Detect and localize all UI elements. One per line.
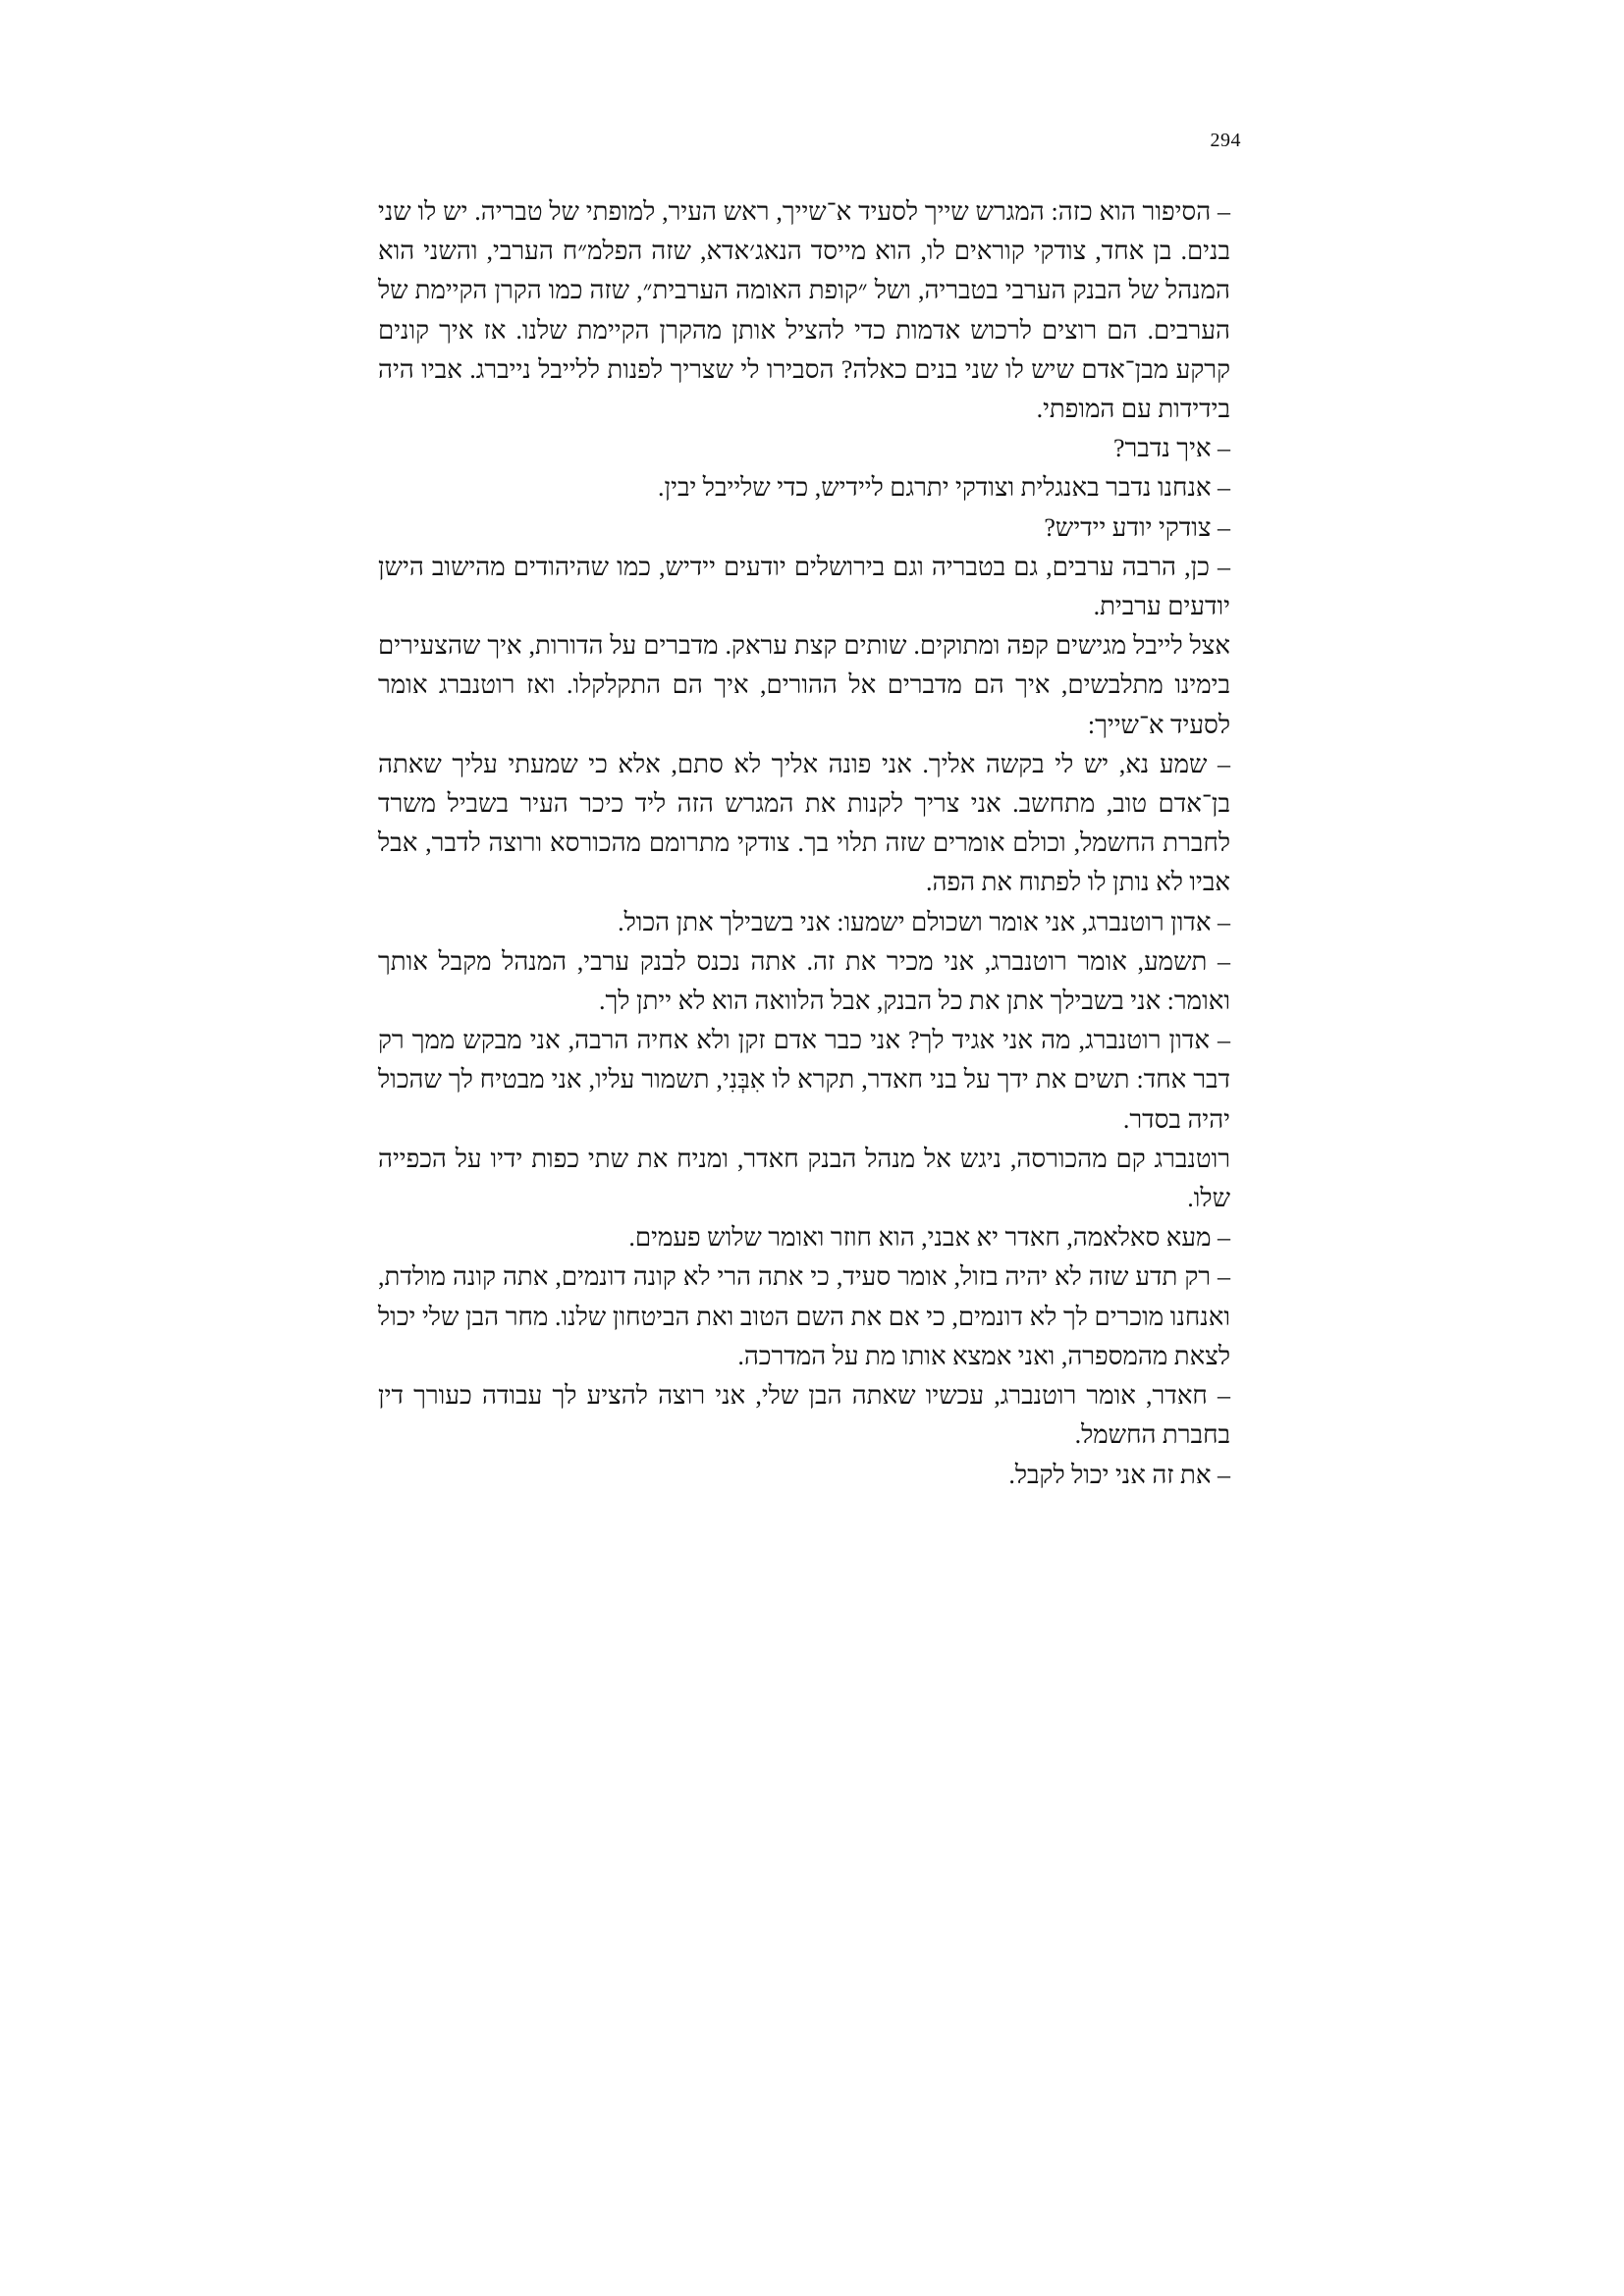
paragraph: רוטנברג קם מהכורסה, ניגש אל מנהל הבנק חאדר, ומניח את שתי כפות ידיו על הכפייה שלו.	[378, 1144, 1230, 1213]
paragraph: – צודקי יודע יידיש?	[1044, 512, 1230, 542]
paragraph: – תשמע, אומר רוטנברג, אני מכיר את זה. אתה נכנס לבנק ערבי, המנהל מקבל אותך ואומר: אני בשבילך אתן את כל הבנק, אבל הלוואה הוא לא ייתן לך.	[378, 946, 1230, 1016]
paragraph: – איך נדבר?	[1113, 434, 1230, 463]
paragraph: – את זה אני יכול לקבל.	[1008, 1460, 1230, 1489]
paragraph: אצל לייבל מגישים קפה ומתוקים. שותים קצת עראק. מדברים על הדורות, איך שהצעירים בימינו מתלבשים, איך הם מדברים אל ההורים, איך הם התקלקלו. ואז רוטנברג אומר לסעיד א־שייך:	[378, 631, 1230, 739]
paragraph: – אדון רוטנברג, מה אני אגיד לך? אני כבר אדם זקן ולא אחיה הרבה, אני מבקש ממך רק דבר אחד: תשים את ידך על בני חאדר, תקרא לו אִבְּנִי, תשמור עליו, אני מבטיח לך שהכול יהיה בסדר.	[378, 1026, 1230, 1134]
page-number: 294	[1210, 130, 1241, 151]
paragraph: – שמע נא, יש לי בקשה אליך. אני פונה אליך לא סתם, אלא כי שמעתי עליך שאתה בן־אדם טוב, מתחשב. אני צריך לקנות את המגרש הזה ליד כיכר העיר בשביל משרד לחברת החשמל, וכולם אומרים שזה תלוי בך. צודקי מתרומם מהכורסא ורוצה לדבר, אבל אביו לא נותן לו לפתוח את הפה.	[378, 749, 1230, 897]
paragraph: – כן, הרבה ערבים, גם בטבריה וגם בירושלים יודעים יידיש, כמו שהיהודים מהישוב הישן יודעים ערבית.	[378, 552, 1230, 621]
paragraph: – חאדר, אומר רוטנברג, עכשיו שאתה הבן שלי, אני רוצה להציע לך עבודה כעורך דין בחברת החשמל.	[378, 1381, 1230, 1450]
paragraph: – אנחנו נדבר באנגלית וצודקי יתרגם ליידיש, כדי שלייבל יבין.	[658, 473, 1230, 503]
paragraph: – מעא סאלאמה, חאדר יא אבני, הוא חוזר ואומר שלוש פעמים.	[628, 1223, 1230, 1253]
document-body	[378, 192, 1246, 1495]
paragraph: – רק תדע שזה לא יהיה בזול, אומר סעיד, כי אתה הרי לא קונה דונמים, אתה קונה מולדת, ואנחנו מוכרים לך לא דונמים, כי אם את השם הטוב ואת הביטחון שלנו. מחר הבן שלי יכול לצאת מהמספרה, ואני אמצא אותו מת על המדרכה.	[378, 1262, 1230, 1370]
paragraph: – אדון רוטנברג, אני אומר ושכולם ישמעו: אני בשבילך אתן הכול.	[618, 907, 1230, 936]
paragraph: – הסיפור הוא כזה: המגרש שייך לסעיד א־שייך, ראש העיר, למופתי של טבריה. יש לו שני בנים. בן אחד, צודקי קוראים לו, הוא מייסד הנאג׳אדא, שזה הפלמ״ח הערבי, והשני הוא המנהל של הבנק הערבי בטבריה, ושל ״קופת האומה הערבית״, שזה כמו הקרן הקיימת של הערבים. הם רוצים לרכוש אדמות כדי להציל אותן מהקרן הקיימת שלנו. אז איך קונים קרקע מבן־אדם שיש לו שני בנים כאלה? הסבירו לי שצריך לפנות ללייבל נייברג. אביו היה בידידות עם המופתי.	[378, 197, 1230, 424]
